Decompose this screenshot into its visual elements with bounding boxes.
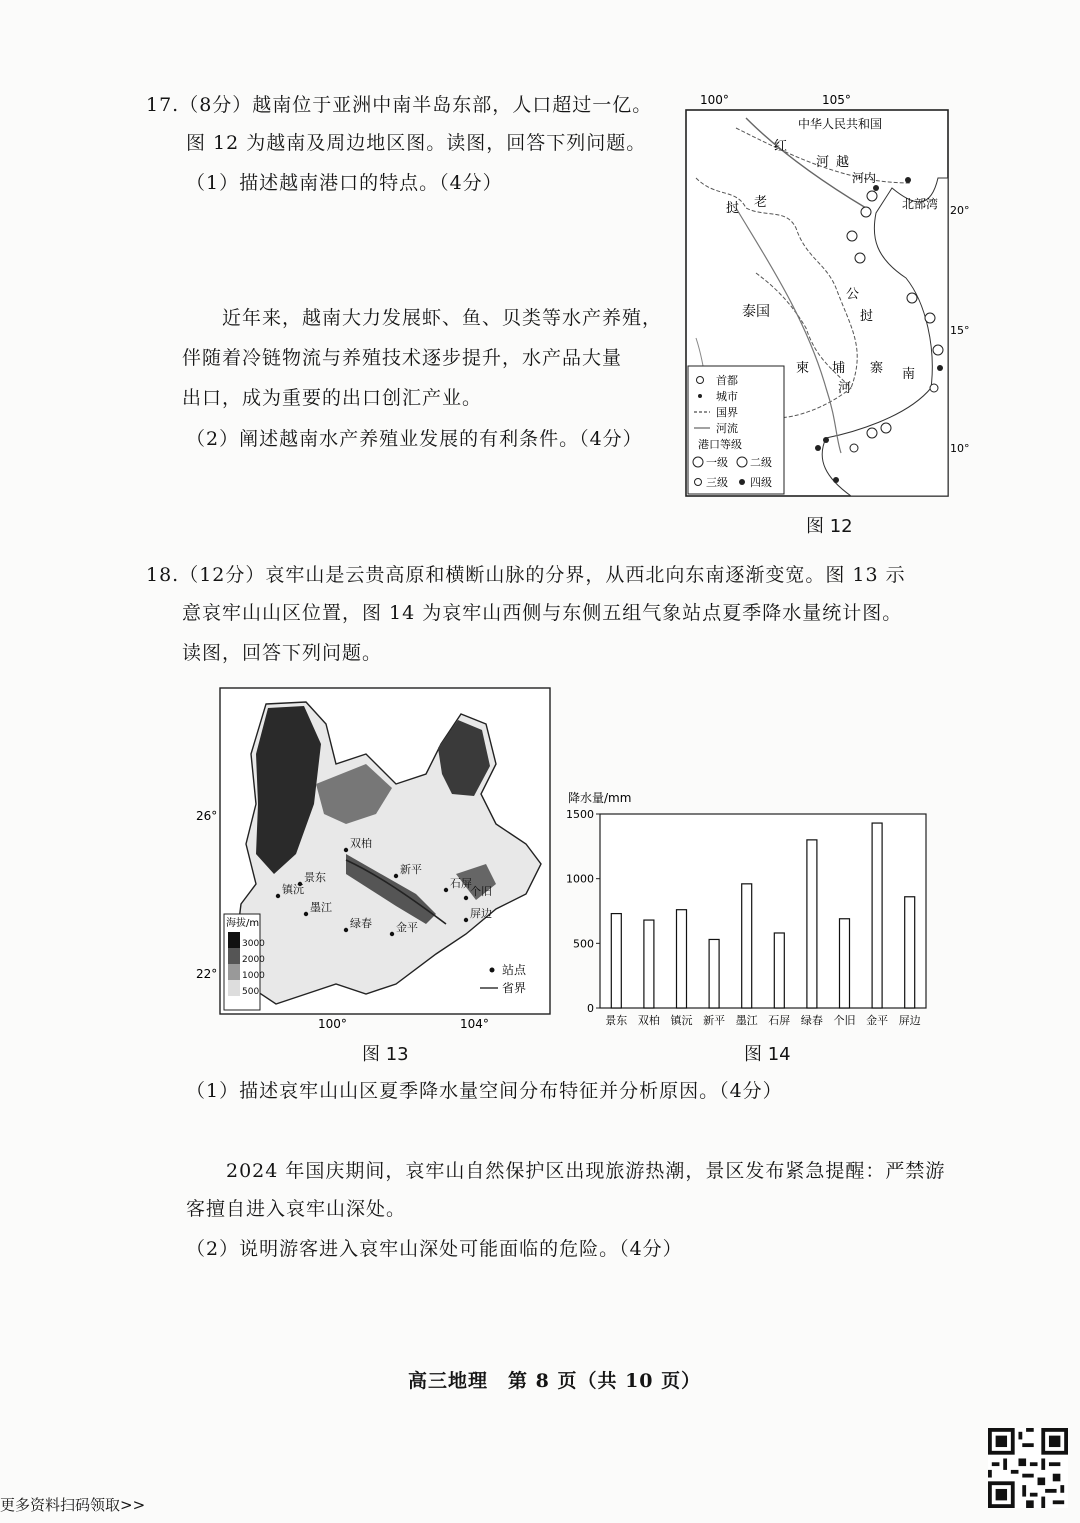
legend-city: 城市 <box>716 390 738 403</box>
station-dot <box>344 848 348 852</box>
station-dot <box>464 918 468 922</box>
legend-altitude-title: 海拔/m <box>226 918 260 929</box>
station-dot <box>344 928 348 932</box>
legend-capital: 首都 <box>716 374 738 387</box>
label-yue: 越 <box>836 155 850 170</box>
bar-景东 <box>611 914 621 1008</box>
station-dot <box>444 888 448 892</box>
x-tick-label: 个旧 <box>833 1014 856 1027</box>
label-hanoi: 河内 <box>852 171 877 185</box>
lat-22-label: 22° <box>196 967 218 981</box>
chart-x-labels <box>605 1013 920 1027</box>
altitude-label: 500 <box>242 987 260 997</box>
q17-intro-line2: 图 12 为越南及周边地区图。读图，回答下列问题。 <box>186 132 647 154</box>
x-tick-label: 墨江 <box>735 1014 758 1027</box>
label-cambodia-1: 柬 <box>796 361 810 376</box>
chart-ylabel: 降水量/mm <box>568 791 632 805</box>
label-nan: 南 <box>902 367 916 382</box>
station-label: 个旧 <box>470 885 492 898</box>
q18-material-line2: 客擅自进入哀牢山深处。 <box>186 1198 407 1220</box>
altitude-label: 3000 <box>242 939 265 949</box>
y-tick-label: 1500 <box>566 808 594 821</box>
chart-y-ticks <box>566 808 600 1015</box>
station-label: 绿春 <box>350 917 372 930</box>
x-tick-label: 新平 <box>703 1014 726 1027</box>
figure-14-precipitation-chart <box>566 784 936 1034</box>
legend-river: 河流 <box>716 422 738 435</box>
legend-border: 国界 <box>716 406 738 419</box>
bar-镇沅 <box>677 910 687 1008</box>
label-laos-2: 挝 <box>726 201 740 216</box>
figure-13-caption: 图 13 <box>362 1044 409 1065</box>
q17-sub1: （1）描述越南港口的特点。（4分） <box>186 172 503 194</box>
bar-金平 <box>872 823 882 1008</box>
legend-port-level: 港口等级 <box>698 438 742 451</box>
station-label: 石屏 <box>450 877 472 890</box>
bar-石屏 <box>774 933 784 1008</box>
q18-line1: 18.（12分）哀牢山是云贵高原和横断山脉的分界，从西北向东南逐渐变宽。图 13 示 <box>146 564 906 586</box>
label-zhi: 挝 <box>860 309 874 324</box>
label-gulf: 北部湾 <box>902 197 939 211</box>
lon-104-label: 104° <box>460 1017 489 1031</box>
lon-100-label: 100° <box>700 93 729 107</box>
bar-双柏 <box>644 920 654 1008</box>
q17-material-line3: 出口，成为重要的出口创汇产业。 <box>182 387 483 409</box>
x-tick-label: 镇沅 <box>670 1014 693 1027</box>
station-dot <box>394 874 398 878</box>
q18-sub1: （1）描述哀牢山山区夏季降水量空间分布特征并分析原因。（4分） <box>186 1080 783 1102</box>
label-gong: 公 <box>846 287 860 302</box>
y-tick-label: 500 <box>573 937 594 951</box>
station-label: 双柏 <box>350 837 372 850</box>
station-label: 墨江 <box>310 901 332 914</box>
lat-20-label: 20° <box>950 204 970 217</box>
qr-code-icon[interactable] <box>988 1428 1068 1508</box>
page-footer: 高三地理 第 8 页（共 10 页） <box>408 1370 702 1392</box>
q18-line2: 意哀牢山山区位置，图 14 为哀牢山西侧与东侧五组气象站点夏季降水量统计图。 <box>182 602 903 624</box>
bar-个旧 <box>840 919 850 1008</box>
legend-level4: 四级 <box>750 476 772 489</box>
x-tick-label: 绿春 <box>800 1014 823 1027</box>
lat-26-label: 26° <box>196 809 218 823</box>
lon-100-label-13: 100° <box>318 1017 347 1031</box>
station-label: 景东 <box>304 871 326 884</box>
altitude-label: 2000 <box>242 955 265 965</box>
bar-墨江 <box>742 884 752 1008</box>
x-tick-label: 屏边 <box>898 1014 921 1027</box>
station-dot <box>464 896 468 900</box>
station-label: 屏边 <box>470 907 492 920</box>
lon-105-label: 105° <box>822 93 851 107</box>
bar-屏边 <box>905 897 915 1008</box>
x-tick-label: 金平 <box>866 1014 889 1027</box>
label-red-2: 河 <box>816 155 830 170</box>
q18-line3: 读图，回答下列问题。 <box>182 642 383 664</box>
figure-12-vietnam-map <box>676 88 970 506</box>
figure-12-caption: 图 12 <box>806 516 853 537</box>
x-tick-label: 双柏 <box>637 1014 660 1027</box>
lat-10-label: 10° <box>950 442 970 455</box>
legend-level3: 三级 <box>706 476 728 489</box>
x-tick-label: 石屏 <box>768 1014 791 1027</box>
label-thailand: 泰国 <box>742 304 770 320</box>
lat-15-label: 15° <box>950 324 970 337</box>
y-tick-label: 0 <box>587 1002 594 1015</box>
figure-13-yunnan-map <box>196 684 558 1034</box>
legend-station: 站点 <box>502 963 527 977</box>
station-dot <box>390 932 394 936</box>
label-cambodia-2: 埔 <box>832 361 846 376</box>
x-tick-label: 景东 <box>605 1014 628 1027</box>
label-river-he: 河 <box>838 381 852 396</box>
q17-material-line2: 伴随着冷链物流与养殖技术逐步提升，水产品大量 <box>182 347 623 369</box>
bar-绿春 <box>807 840 817 1008</box>
q17-sub2: （2）阐述越南水产养殖业发展的有利条件。（4分） <box>186 428 643 450</box>
q17-intro-line1: 17.（8分）越南位于亚洲中南半岛东部，人口超过一亿。 <box>146 94 653 116</box>
label-china: 中华人民共和国 <box>798 117 883 131</box>
legend-level1: 一级 <box>706 456 728 469</box>
q18-material-line1: 2024 年国庆期间，哀牢山自然保护区出现旅游热潮，景区发布紧急提醒：严禁游 <box>226 1160 946 1182</box>
bar-新平 <box>709 939 719 1008</box>
figure-14-caption: 图 14 <box>744 1044 791 1065</box>
station-dot <box>276 894 280 898</box>
label-laos-1: 老 <box>754 195 768 210</box>
label-red-1: 红 <box>774 139 788 154</box>
promo-text: 更多资料扫码领取>> <box>0 1496 146 1514</box>
legend-level2: 二级 <box>750 456 772 469</box>
q18-sub2: （2）说明游客进入哀牢山深处可能面临的危险。（4分） <box>186 1238 683 1260</box>
altitude-label: 1000 <box>242 971 265 981</box>
station-label: 新平 <box>400 863 422 876</box>
label-cambodia-3: 寨 <box>870 361 884 376</box>
y-tick-label: 1000 <box>566 872 594 886</box>
legend-province-border: 省界 <box>502 981 527 995</box>
station-label: 镇沅 <box>282 883 304 896</box>
station-dot <box>304 912 308 916</box>
station-label: 金平 <box>396 921 418 934</box>
q17-material-line1: 近年来，越南大力发展虾、鱼、贝类等水产养殖， <box>222 307 663 329</box>
